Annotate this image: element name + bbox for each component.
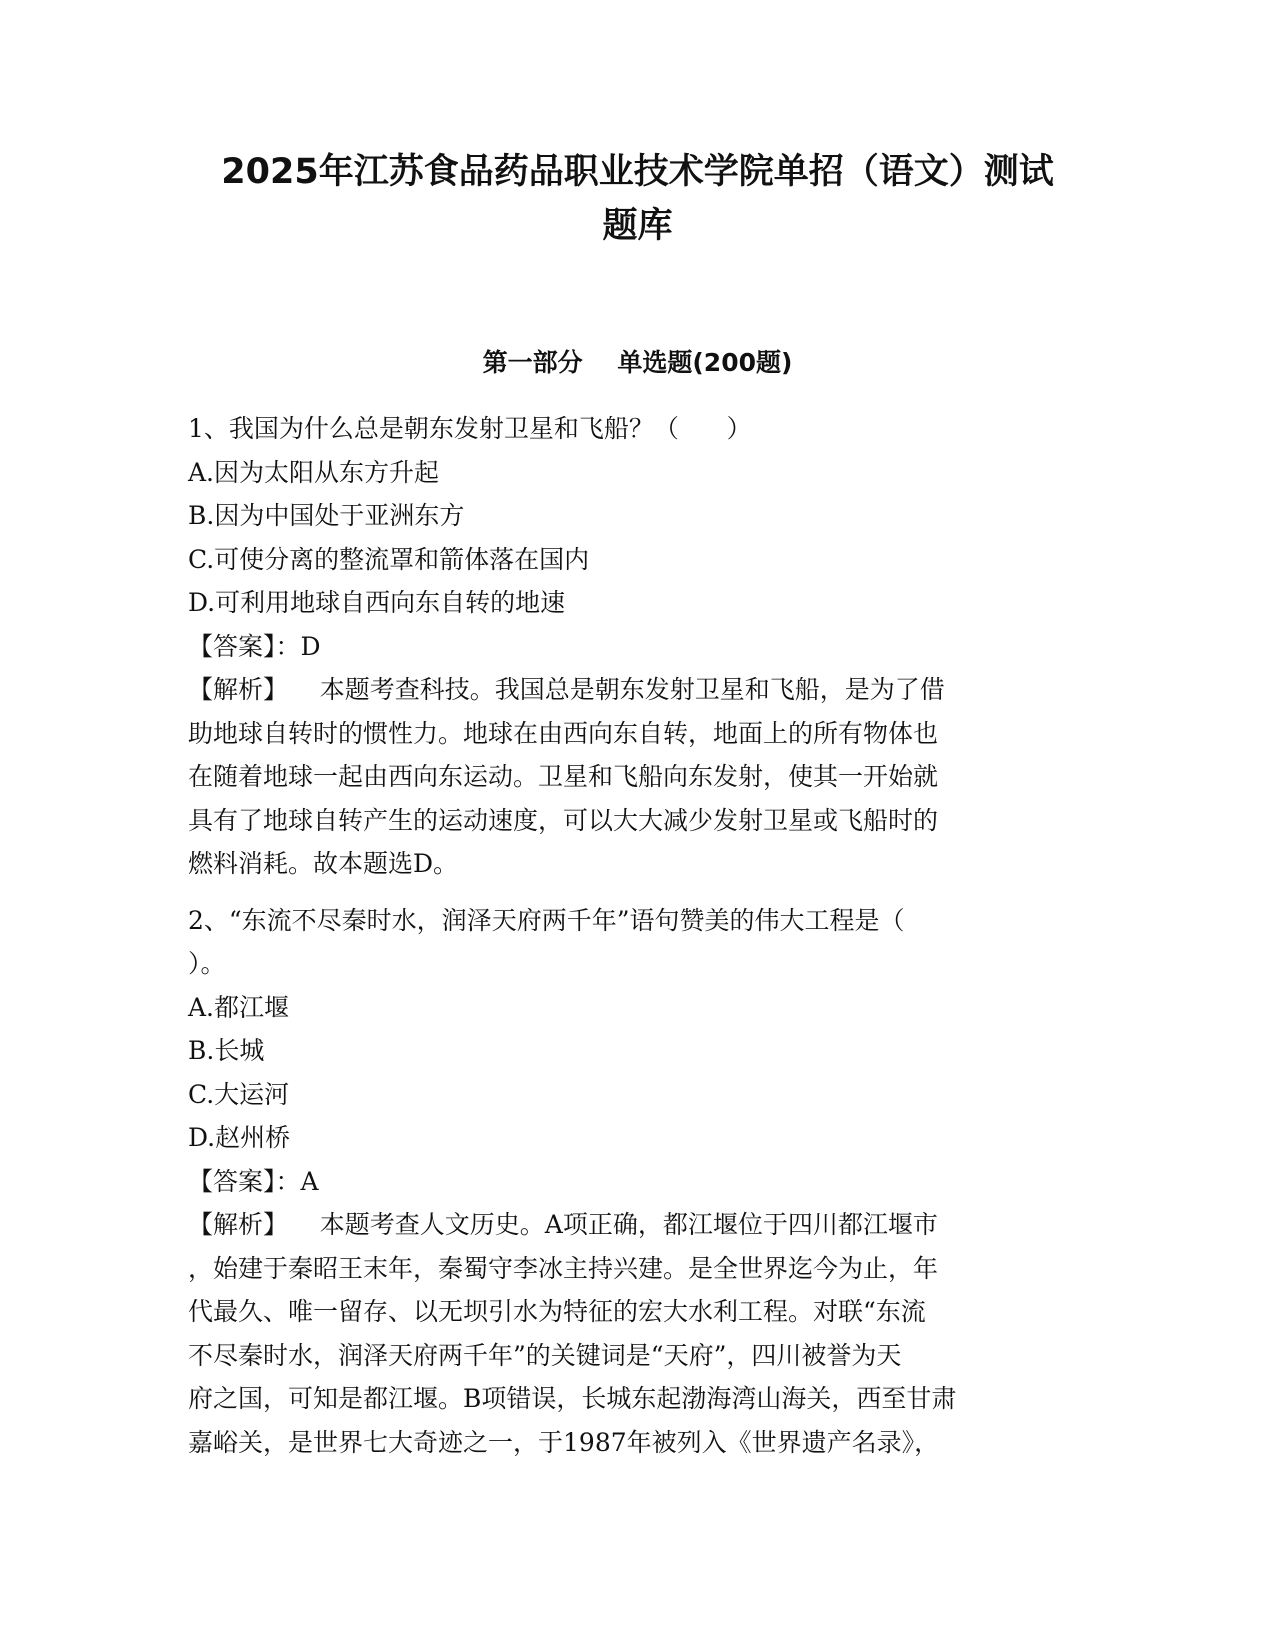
option-b: B.长城: [188, 1036, 265, 1065]
option-b: B.因为中国处于亚洲东方: [188, 501, 465, 530]
option-c: C.可使分离的整流罩和箭体落在国内: [188, 544, 590, 574]
analysis-line: 在随着地球一起由西向东运动。卫星和飞船向东发射，使其一开始就: [188, 762, 939, 791]
document-title-line-1: 2025年江苏食品药品职业技术学院单招（语文）测试: [221, 152, 1054, 192]
question-list: [188, 407, 1078, 1464]
section-heading: 第一部分 单选题(200题): [482, 348, 793, 377]
analysis-line: ，始建于秦昭王末年，秦蜀守李冰主持兴建。是全世界迄今为止，年: [188, 1253, 939, 1283]
document-title: [150, 145, 1125, 253]
option-a: A.因为太阳从东方升起: [188, 457, 440, 487]
question-block-2: [188, 899, 1078, 1465]
answer-line: 【答案】：A: [188, 1166, 319, 1196]
analysis-line: 【解析】 本题考查人文历史。A项正确，都江堰位于四川都江堰市: [188, 1210, 938, 1239]
option-d: D.赵州桥: [188, 1123, 291, 1152]
analysis-line: 嘉峪关，是世界七大奇迹之一，于1987年被列入《世界遗产名录》，: [188, 1427, 940, 1457]
analysis-line: 助地球自转时的惯性力。地球在由西向东自转，地面上的所有物体也: [188, 718, 939, 748]
analysis-line: 不尽秦时水，润泽天府两千年”的关键词是“天府”，四川被誉为天: [188, 1340, 902, 1370]
question-stem-line: 2、“东流不尽秦时水，润泽天府两千年”语句赞美的伟大工程是（: [188, 905, 905, 935]
option-a: A.都江堰: [188, 992, 290, 1022]
option-d: D.可利用地球自西向东自转的地速: [188, 588, 566, 617]
option-c: C.大运河: [188, 1079, 290, 1109]
question-stem-line: 1、我国为什么总是朝东发射卫星和飞船？（ ）: [188, 414, 752, 443]
analysis-line: 府之国，可知是都江堰。B项错误，长城东起渤海湾山海关，西至甘肃: [188, 1384, 957, 1413]
analysis-line: 具有了地球自转产生的运动速度，可以大大减少发射卫星或飞船时的: [188, 805, 939, 835]
question-stem-line: ）。: [188, 949, 226, 978]
question-separator: [188, 886, 1078, 899]
analysis-line: 代最久、唯一留存、以无坝引水为特征的宏大水利工程。对联“东流: [188, 1297, 926, 1326]
document-title-line-2: 题库: [602, 206, 673, 246]
analysis-line: 燃料消耗。故本题选D。: [188, 849, 459, 878]
analysis-line: 【解析】 本题考查科技。我国总是朝东发射卫星和飞船，是为了借: [188, 675, 945, 704]
answer-line: 【答案】：D: [188, 631, 321, 661]
question-block-1: [188, 407, 1078, 886]
